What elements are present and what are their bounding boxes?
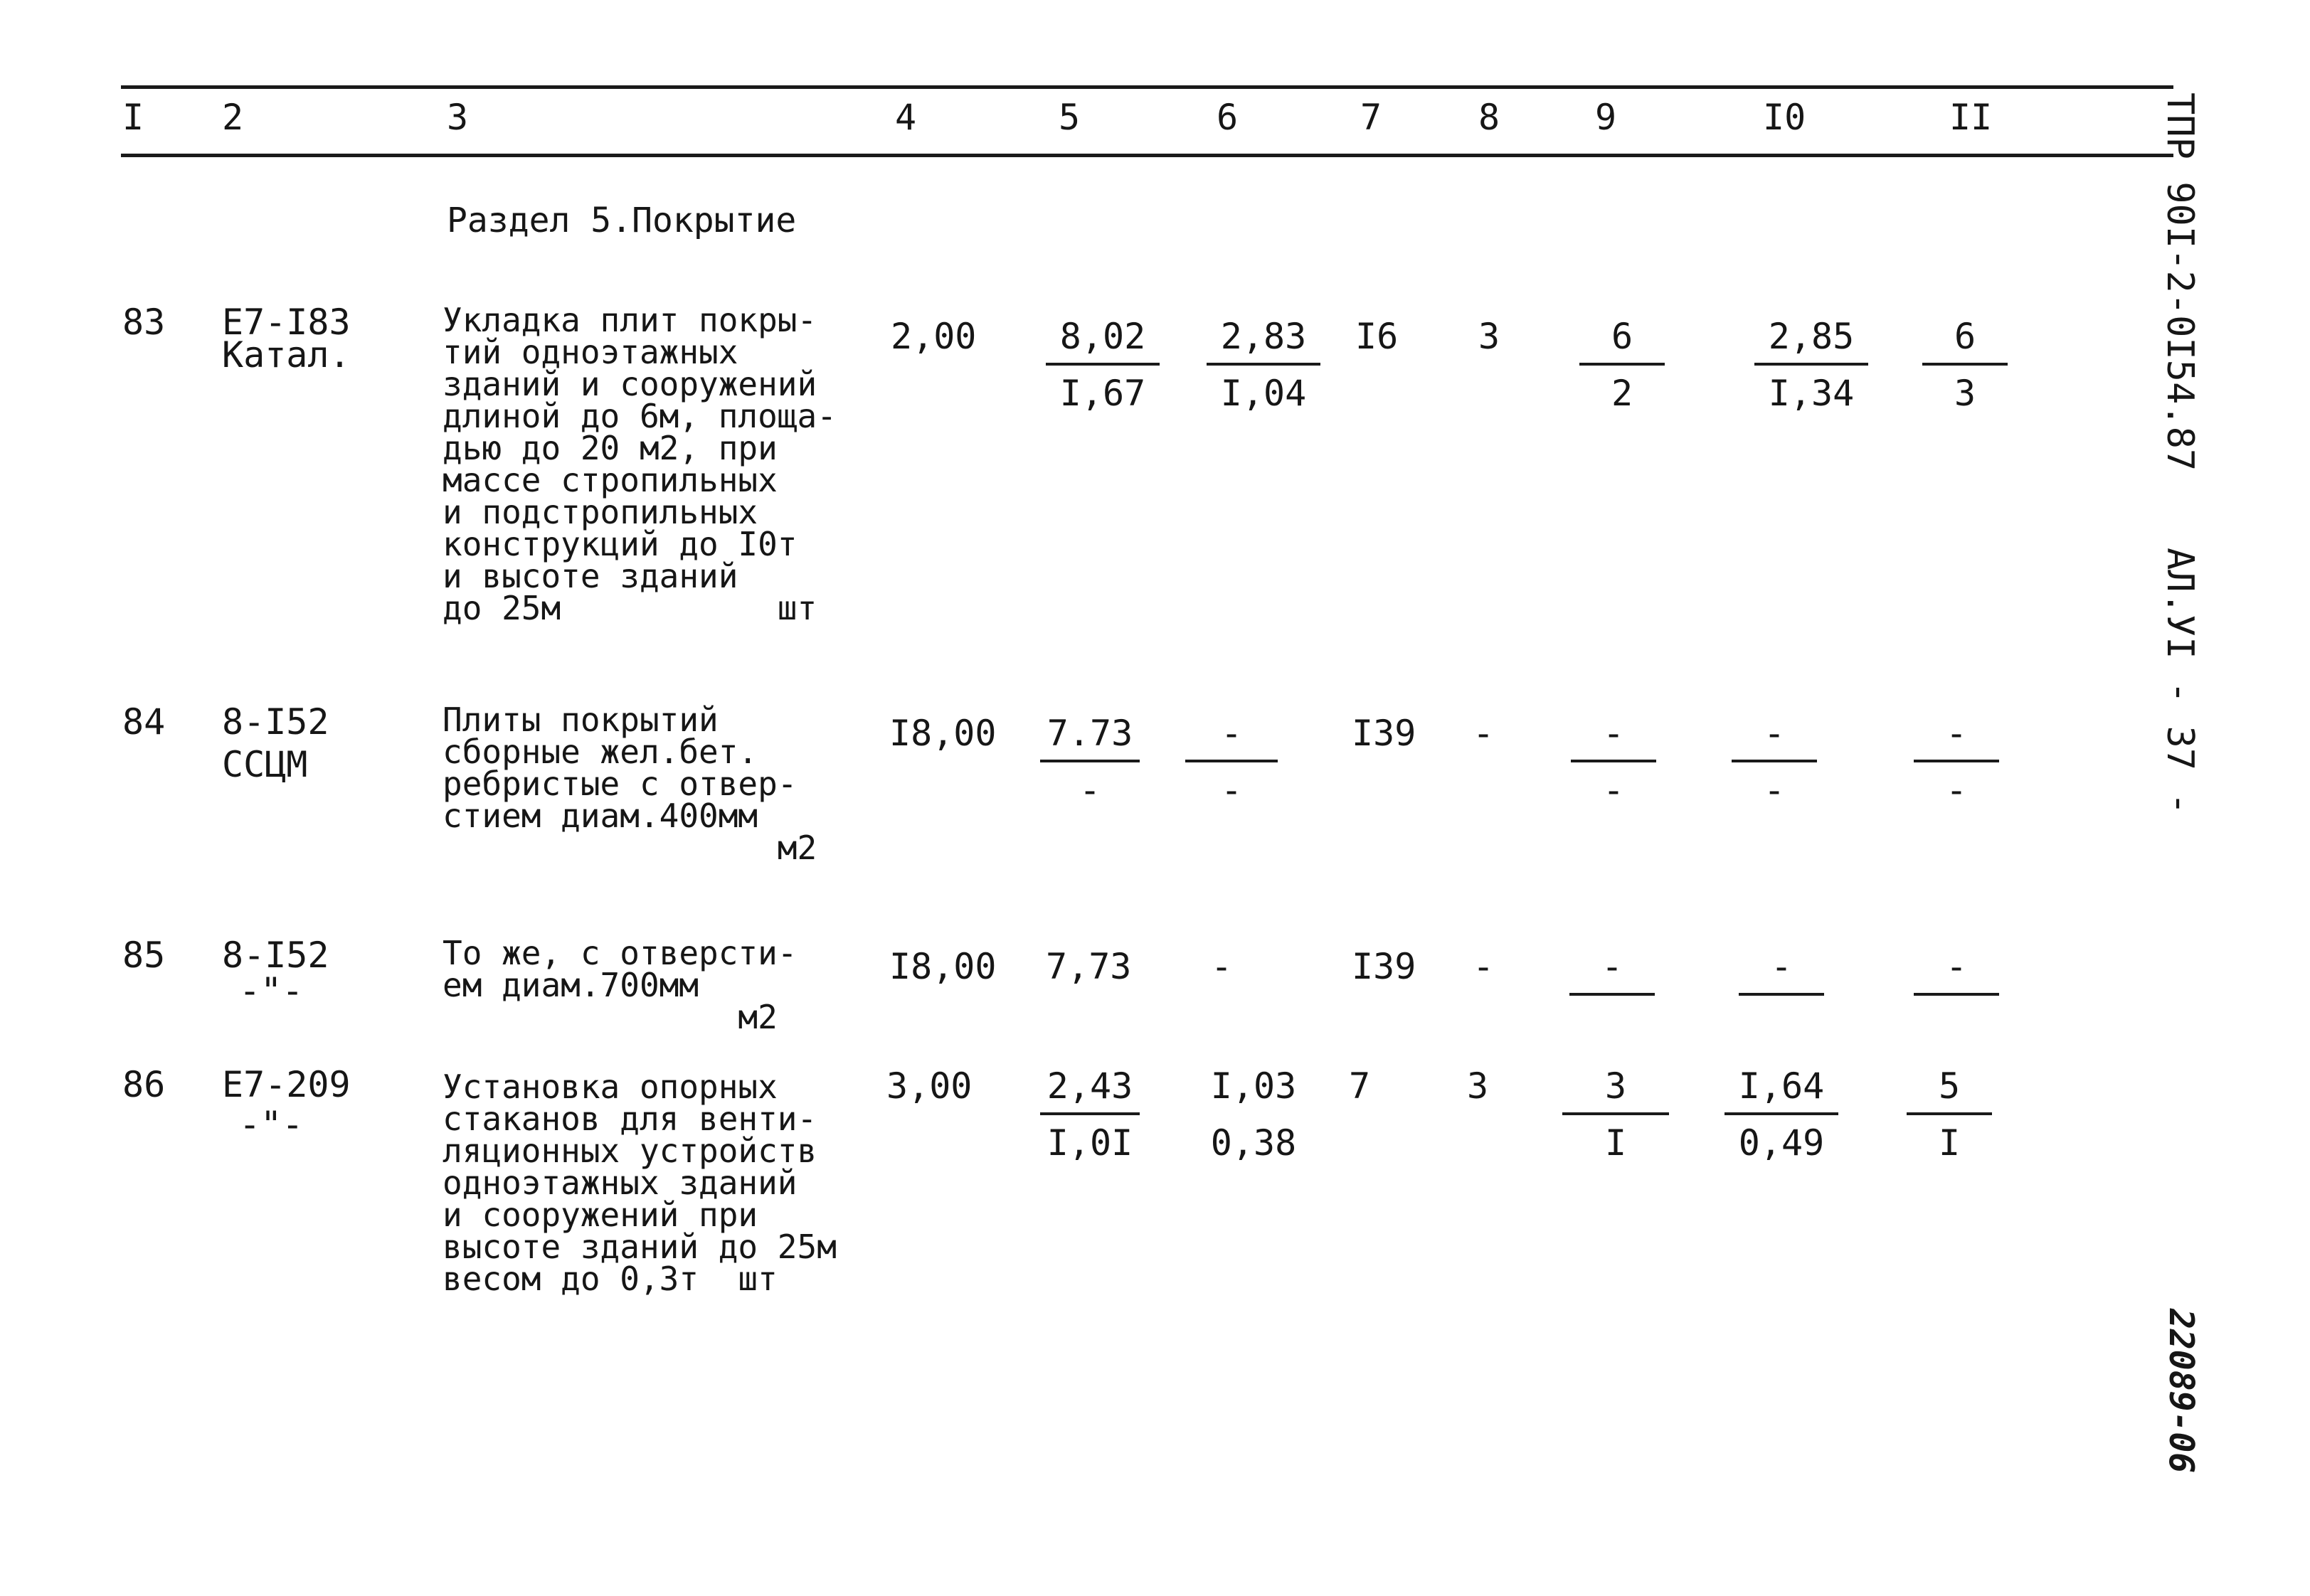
work-description: То же, с отверсти- ем диам.700мм м2 [443,934,798,1036]
fraction-bottom: - [1945,770,1968,811]
col10-fraction [1724,1065,1838,1164]
col6-fraction [1185,713,1278,811]
fraction-bottom: 2 [1611,373,1633,414]
fraction-top: 3 [1604,1065,1627,1107]
col-header-10: I0 [1763,97,1806,138]
fraction-bottom: I [1604,1122,1627,1164]
norm-code: 8-I52 [222,935,329,976]
norm-source: -"- [239,970,304,1011]
col5-value: 7,73 [1046,946,1132,987]
fraction-bottom: I,04 [1220,373,1307,414]
col10-fraction [1732,713,1817,811]
col6-fraction [1204,1065,1303,1164]
fraction-bottom: 0,49 [1738,1122,1825,1164]
work-description: Установка опорных стаканов для венти- ляционных устройств одноэтажных зданий и сооружений при высоте зданий до 25м весом до 0,3т шт [443,1068,837,1298]
fraction-bottom: 3 [1954,373,1976,414]
col11-fraction [1922,316,2008,414]
fraction-bottom: I,34 [1768,373,1855,414]
norm-source: Катал. [222,334,351,376]
fraction-top: 2,43 [1047,1065,1133,1107]
col11-fraction [1907,1065,1992,1164]
col-header-8: 8 [1478,97,1500,138]
col6-value: - [1211,946,1233,987]
fraction-top: 5 [1938,1065,1961,1107]
col10-fraction [1754,316,1868,414]
fraction-top: 8,02 [1059,316,1146,357]
col8-value: 3 [1478,316,1500,357]
fraction-top: - [1763,713,1786,754]
col11-fraction [1914,946,1999,1006]
section-title: Раздел 5.Покрытие [447,201,797,240]
col9-fraction [1579,316,1665,414]
col7-value: I6 [1355,316,1399,357]
col7-value: I39 [1352,946,1416,987]
row-number: 84 [122,701,166,743]
col-header-2: 2 [222,97,244,138]
row-number: 85 [122,935,166,976]
norm-code: 8-I52 [222,701,329,743]
fraction-top: 7.73 [1047,713,1133,754]
col-header-6: 6 [1217,97,1239,138]
fraction-top: 6 [1611,316,1633,357]
col9-fraction [1562,1065,1669,1164]
norm-source: ССЦМ [222,744,308,785]
fraction-top: - [1601,946,1623,987]
fraction-bottom: - [1763,770,1786,811]
quantity: 2,00 [891,316,977,357]
col9-fraction [1571,713,1656,811]
fraction-top: - [1602,713,1625,754]
fraction-bottom: I,67 [1059,373,1146,414]
col-header-11: II [1949,97,1993,138]
fraction-top: - [1945,946,1968,987]
col8-value: - [1473,713,1495,754]
fraction-bottom: - [1079,770,1101,811]
col10-fraction [1739,946,1824,1006]
col8-value: 3 [1467,1065,1489,1107]
col5-fraction [1046,316,1160,414]
col5-fraction [1040,1065,1140,1164]
col11-fraction [1914,713,1999,811]
col9-fraction [1569,946,1655,1006]
fraction-top: 2,83 [1220,316,1307,357]
norm-source: -"- [239,1104,304,1145]
fraction-top: 6 [1954,316,1976,357]
fraction-top: I,64 [1738,1065,1825,1107]
norm-code: Е7-I83 [222,302,351,343]
top-rule [121,85,2173,89]
quantity: I8,00 [889,946,997,987]
fraction-top: - [1770,946,1793,987]
col-header-5: 5 [1059,97,1081,138]
col6-fraction [1207,316,1320,414]
fraction-bottom: - [1220,770,1243,811]
inventory-number: 22089-06 [2161,1309,2201,1474]
header-rule [121,154,2173,157]
fraction-top: - [1945,713,1968,754]
work-description: Плиты покрытий сборные жел.бет. ребристые с отвер- стием диам.400мм м2 [443,701,817,867]
fraction-bottom: I,0I [1047,1122,1133,1164]
col5-fraction [1040,713,1140,811]
row-number: 86 [122,1064,166,1105]
col8-value: - [1473,946,1495,987]
fraction-bottom: - [1602,770,1625,811]
quantity: I8,00 [889,713,997,754]
col-header-9: 9 [1595,97,1617,138]
document-reference: ТПР 90I-2-0I54.87 [2158,92,2201,472]
quantity: 3,00 [886,1065,973,1107]
col7-value: 7 [1349,1065,1371,1107]
col-header-3: 3 [447,97,469,138]
fraction-bottom: I [1938,1122,1961,1164]
norm-code: Е7-209 [222,1064,351,1105]
fraction-top: 2,85 [1768,316,1855,357]
col-header-7: 7 [1360,97,1382,138]
fraction-top: - [1220,713,1243,754]
row-number: 83 [122,302,166,343]
col-header-4: 4 [895,97,917,138]
col7-value: I39 [1352,713,1416,754]
col-header-1: I [122,97,144,138]
album-page-reference: АЛ.УI - 37 - [2158,548,2201,815]
fraction-bottom: 0,38 [1210,1122,1297,1164]
fraction-top: I,03 [1210,1065,1297,1107]
work-description: Укладка плит покры- тий одноэтажных зданий и сооружений длиной до 6м, площа- дью до 20 м2, при массе стропильных и подстропильных конструкций до I0т и высоте зданий до 25м шт [443,301,837,627]
